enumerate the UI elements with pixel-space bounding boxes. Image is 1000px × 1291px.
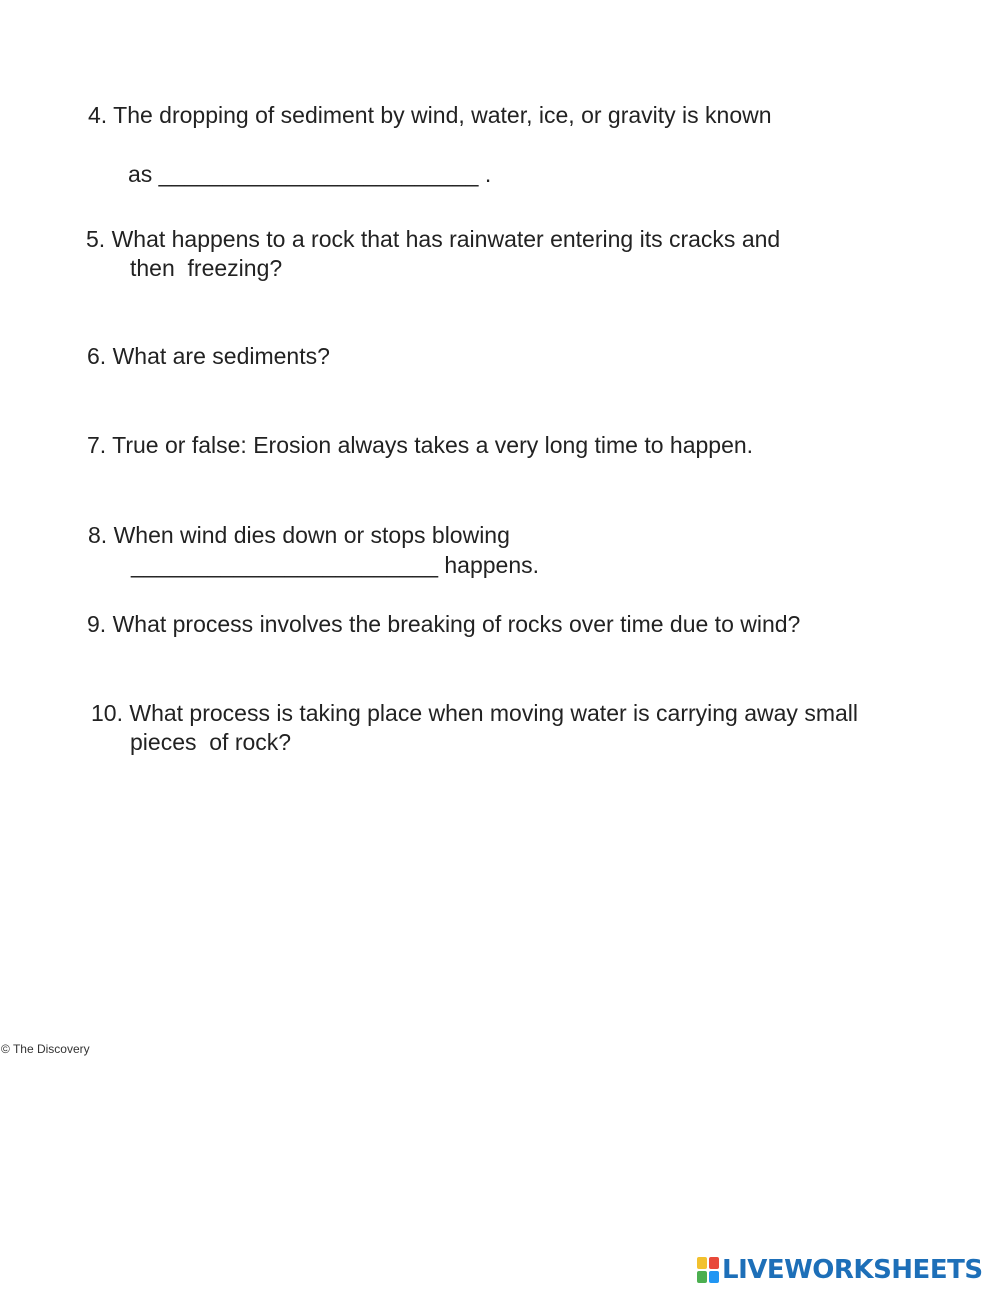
copyright-notice: © The Discovery xyxy=(1,1042,90,1056)
question-9-text: 9. What process involves the breaking of rocks over time due to wind? xyxy=(87,611,801,637)
logo-block-blue xyxy=(709,1271,719,1283)
liveworksheets-brand xyxy=(697,1254,983,1286)
question-6-text: 6. What are sediments? xyxy=(87,343,330,369)
question-10-text-continued: pieces of rock? xyxy=(130,729,292,755)
question-5-text-continued: then freezing? xyxy=(130,255,283,281)
question-4-text: 4. The dropping of sediment by wind, water, ice, or gravity is known xyxy=(88,102,772,128)
question-4-answer-blank: as _________________________ . xyxy=(128,161,492,187)
logo-block-green xyxy=(697,1271,707,1283)
question-5-text: 5. What happens to a rock that has rainwater entering its cracks and xyxy=(86,226,781,252)
liveworksheets-wordmark: LIVEWORKSHEETS xyxy=(722,1255,983,1285)
liveworksheets-logo-icon xyxy=(697,1257,719,1283)
question-10-text: 10. What process is taking place when moving water is carrying away small xyxy=(91,700,858,726)
logo-block-red xyxy=(709,1257,719,1269)
question-8-text: 8. When wind dies down or stops blowing xyxy=(88,522,510,548)
question-8-answer-blank: ________________________ happens. xyxy=(131,552,540,578)
question-7-text: 7. True or false: Erosion always takes a very long time to happen. xyxy=(87,432,754,458)
logo-block-yellow xyxy=(697,1257,707,1269)
